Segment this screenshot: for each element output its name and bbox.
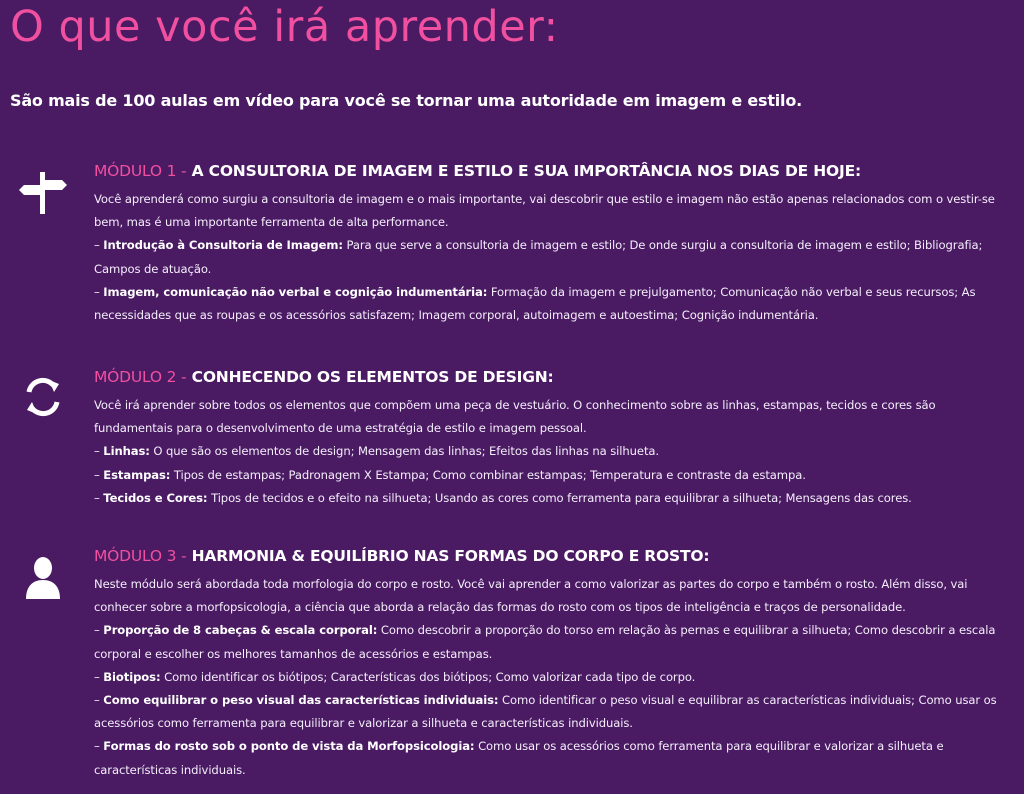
module-1-heading [94, 160, 1006, 182]
module-2-topic-3: – Tecidos e Cores: Tipos de tecidos e o efeito na silhueta; Usando as cores como ferramenta para equilibrar a silhueta; Mensagens das cores. [94, 490, 912, 505]
module-2-content [94, 366, 1006, 510]
module-3-topic-3: – Como equilibrar o peso visual das características individuais: Como identificar o peso visual e equilibrar as características individuais; Como usar os acessórios como ferramenta para equilibrar e valorizar a silhueta e características individuais. [94, 693, 997, 731]
module-1-label: MÓDULO 1 - [94, 162, 187, 180]
topic-title: Estampas: [103, 467, 171, 482]
topic-text: Formação da imagem e prejulgamento; Comunicação não verbal e seus recursos; As necessidades que as roupas e os acessórios satisfazem; Imagem corporal, autoimagem e autoestima; Cognição indumentária. [94, 284, 976, 323]
module-2-title: CONHECENDO OS ELEMENTOS DE DESIGN: [191, 368, 554, 386]
module-2-topic-1: – Linhas: O que são os elementos de design; Mensagem das linhas; Efeitos das linhas na silhueta. [94, 444, 659, 459]
topic-title: Como equilibrar o peso visual das características individuais: [103, 693, 499, 708]
module-2-intro: Você irá aprender sobre todos os elementos que compõem uma peça de vestuário. O conhecimento sobre as linhas, estampas, tecidos e cores são fundamentais para o desenvolvimento de uma estratégia de estilo e imagem pessoal. [94, 398, 936, 436]
module-2-topic-2: – Estampas: Tipos de estampas; Padronagem X Estampa; Como combinar estampas; Temperatura e contraste da estampa. [94, 467, 806, 482]
module-3-topic-1: – Proporção de 8 cabeças & escala corporal: Como descobrir a proporção do torso em relação às pernas e equilibrar a silhueta; Como descobrir a escala corporal e escolher os melhores tamanhos de acessórios e estampas. [94, 623, 996, 661]
topic-title: Formas do rosto sob o ponto de vista da Morfopsicologia: [103, 739, 475, 754]
page-subtitle: São mais de 100 aulas em vídeo para você se tornar uma autoridade em imagem e estilo. [10, 91, 803, 110]
module-3-label: MÓDULO 3 - [94, 547, 187, 565]
topic-title: Proporção de 8 cabeças & escala corporal: [103, 623, 378, 638]
module-2-label: MÓDULO 2 - [94, 368, 187, 386]
topic-text: Como descobrir a proporção do torso em relação às pernas e equilibrar a silhueta; Como descobrir a escala corporal e escolher os melhores tamanhos de acessórios e estampas. [94, 623, 996, 661]
module-3-heading [94, 545, 1006, 567]
topic-text: Tipos de tecidos e o efeito na silhueta; Usando as cores como ferramenta para equilibrar a silhueta; Mensagens das cores. [211, 490, 912, 505]
topic-text: O que são os elementos de design; Mensagem das linhas; Efeitos das linhas na silhueta. [153, 444, 659, 459]
module-3-intro: Neste módulo será abordada toda morfologia do corpo e rosto. Você vai aprender a como valorizar as partes do corpo e também o rosto. Além disso, vai conhecer sobre a morfopsicologia, a ciência que aborda a relação das formas do rosto com os tipos de inteligência e traços de personalidade. [94, 577, 968, 615]
module-2-heading [94, 366, 1006, 388]
module-3-title: HARMONIA & EQUILÍBRIO NAS FORMAS DO CORPO E ROSTO: [191, 547, 710, 565]
module-1-content [94, 160, 1006, 327]
module-1-intro: Você aprenderá como surgiu a consultoria de imagem e o mais importante, vai descobrir que estilo e imagem não estão apenas relacionados com o vestir-se bem, mas é uma importante ferramenta de alta performance. [94, 192, 995, 230]
topic-title: Tecidos e Cores: [103, 490, 208, 505]
module-1-title: A CONSULTORIA DE IMAGEM E ESTILO E SUA IMPORTÂNCIA NOS DIAS DE HOJE: [191, 162, 861, 180]
module-3-topic-2: – Biotipos: Como identificar os biótipos; Características dos biótipos; Como valorizar cada tipo de corpo. [94, 669, 696, 684]
topic-title: Biotipos: [103, 669, 161, 684]
module-1-topic-1: – Introdução à Consultoria de Imagem: Para que serve a consultoria de imagem e estilo; De onde surgiu a consultoria de imagem e estilo; Bibliografia; Campos de atuação. [94, 238, 983, 276]
module-3-topic-4: – Formas do rosto sob o ponto de vista da Morfopsicologia: Como usar os acessórios como ferramenta para equilibrar e valorizar a silhueta e características individuais. [94, 739, 944, 777]
user-icon [18, 553, 68, 603]
topic-text: Como identificar os biótipos; Características dos biótipos; Como valorizar cada tipo de corpo. [164, 669, 696, 684]
topic-text: Como usar os acessórios como ferramenta para equilibrar e valorizar a silhueta e características individuais. [94, 739, 944, 777]
topic-text: Como identificar o peso visual e equilibrar as características individuais; Como usar os acessórios como ferramenta para equilibrar e valorizar a silhueta e características individuais. [94, 693, 997, 731]
module-1-topic-2: – Imagem, comunicação não verbal e cognição indumentária: Formação da imagem e prejulgamento; Comunicação não verbal e seus recursos; As necessidades que as roupas e os acessórios satisfazem; Imagem corporal, autoimagem e autoestima; Cognição indumentária. [94, 284, 976, 323]
signpost-icon [18, 168, 68, 218]
page-title: O que você irá aprender: [10, 2, 559, 52]
topic-text: Para que serve a consultoria de imagem e estilo; De onde surgiu a consultoria de imagem e estilo; Bibliografia; Campos de atuação. [94, 238, 983, 276]
topic-title: Imagem, comunicação não verbal e cognição indumentária: [103, 284, 488, 299]
module-3-content [94, 545, 1006, 782]
refresh-icon [18, 372, 68, 422]
topic-text: Tipos de estampas; Padronagem X Estampa; Como combinar estampas; Temperatura e contraste da estampa. [173, 467, 806, 482]
topic-title: Introdução à Consultoria de Imagem: [103, 238, 343, 253]
topic-title: Linhas: [103, 444, 150, 459]
